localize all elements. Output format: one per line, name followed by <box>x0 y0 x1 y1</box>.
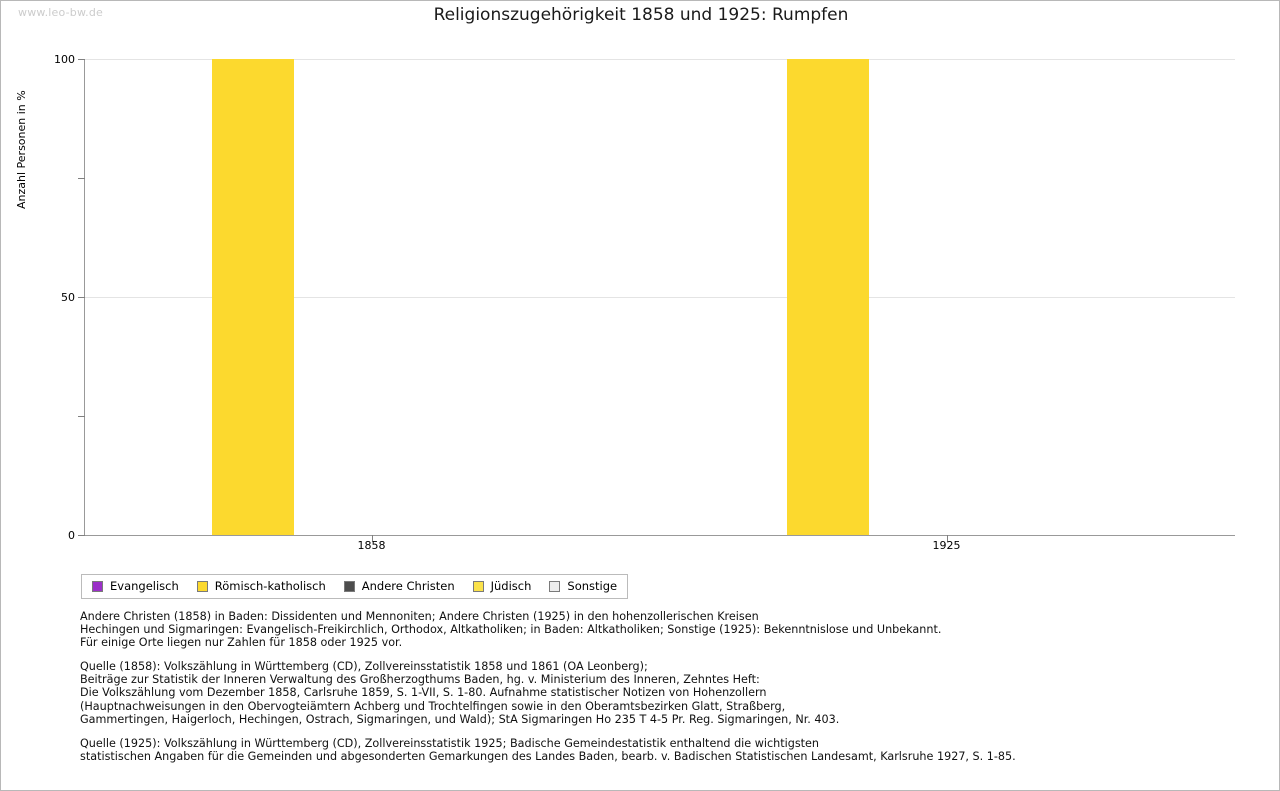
legend-swatch <box>473 581 484 592</box>
legend-swatch <box>549 581 560 592</box>
y-axis-label <box>3 59 28 279</box>
footnote-paragraph: Quelle (1858): Volkszählung in Württemberg (CD), Zollvereinsstatistik 1858 und 1861 (OA Leonberg); Beiträge zur Statistik der Inneren Verwaltung des Großherzogthums Baden, hg. v. Ministerium des Inneren, Zehntes Heft: Die Volkszählung vom Dezember 1858, Carlsruhe 1859, S. 1-VII, S. 1-80. Aufnahme statistischer Notizen von Hohenzollern (Hauptnachweisungen in den Obervogteiämtern Achberg und Trochtelfingen sowie in den Oberamtsbezirken Glatt, Straßberg, Gammertingen, Haigerloch, Hechingen, Ostrach, Sigmaringen, und Wald); StA Sigmaringen Ho 235 T 4-5 Pr. Reg. Sigmaringen, Nr. 403. <box>80 660 840 726</box>
legend-swatch <box>92 581 103 592</box>
legend-label: Andere Christen <box>361 579 455 593</box>
y-tick-mark <box>78 297 85 298</box>
footnote-paragraph: Quelle (1925): Volkszählung in Württemberg (CD), Zollvereinsstatistik 1925; Badische Gemeindestatistik enthaltend die wichtigsten statistischen Angaben für die Gemeinden und abgesonderten Gemarkungen des Landes Baden, bearb. v. Badischen Statistischen Landesamt, Karlsruhe 1927, S. 1-85. <box>80 736 1016 763</box>
y-tick-mark <box>78 59 85 60</box>
legend-label: Evangelisch <box>110 579 179 593</box>
y-tick-mark <box>78 535 85 536</box>
x-tick-label: 1858 <box>357 539 386 552</box>
legend-item[interactable] <box>344 579 455 593</box>
y-tick-label: 100 <box>54 53 75 66</box>
y-tick-label: 50 <box>61 291 75 304</box>
legend-swatch <box>344 581 355 592</box>
y-minor-tick-mark <box>78 416 85 417</box>
y-tick-label: 0 <box>68 529 75 542</box>
legend-item[interactable] <box>92 579 179 593</box>
legend-item[interactable] <box>473 579 532 593</box>
x-tick-label: 1925 <box>932 539 961 552</box>
footnote-paragraph: Andere Christen (1858) in Baden: Dissidenten und Mennoniten; Andere Christen (1925) in den hohenzollerischen Kreisen Hechingen und Sigmaringen: Evangelisch-Freikirchlich, Orthodox, Altkatholiken; in Baden: Altkatholiken; Sonstige (1925): Bekenntnislose und Unbekannt. Für einige Orte liegen nur Zahlen für 1858 oder 1925 vor. <box>80 610 942 650</box>
legend-item[interactable] <box>549 579 617 593</box>
legend-swatch <box>197 581 208 592</box>
plot-area <box>84 59 1235 536</box>
chart-legend <box>81 574 628 599</box>
chart-footnotes <box>80 610 1200 763</box>
legend-label: Jüdisch <box>490 579 532 593</box>
chart-title: Religionszugehörigkeit 1858 und 1925: Rumpfen <box>433 5 849 25</box>
y-axis-label-text: Anzahl Personen in % <box>15 90 28 209</box>
legend-item[interactable] <box>197 579 326 593</box>
watermark: www.leo-bw.de <box>18 6 104 19</box>
bar <box>787 59 869 535</box>
legend-label: Sonstige <box>567 579 618 593</box>
legend-label: Römisch-katholisch <box>214 579 326 593</box>
bar <box>212 59 294 535</box>
y-minor-tick-mark <box>78 178 85 179</box>
